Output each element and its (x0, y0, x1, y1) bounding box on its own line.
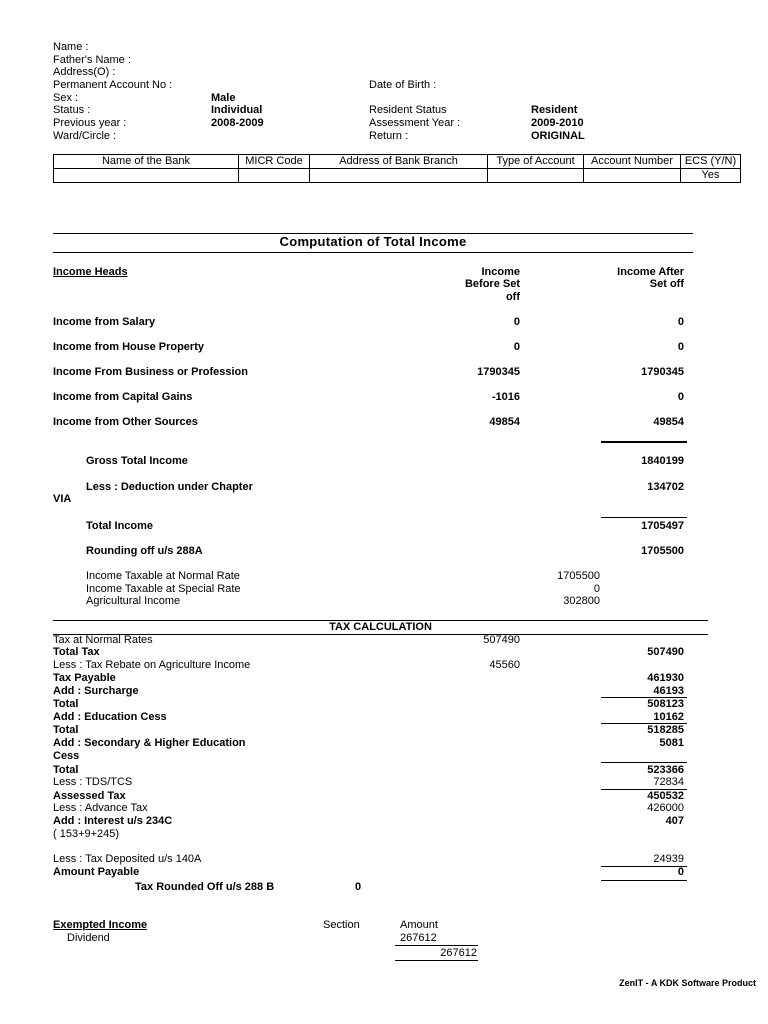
return-label: Return : (369, 130, 409, 142)
normal-rate-label: Income Taxable at Normal Rate (86, 570, 240, 582)
income-row-before: 49854 (489, 416, 520, 428)
previous-year-label: Previous year : (53, 117, 127, 129)
income-row-after: 49854 (653, 416, 684, 428)
bank-cell (488, 169, 584, 183)
tax-deposited-label: Less : Tax Deposited u/s 140A (53, 853, 202, 865)
total-value: 518285 (647, 724, 684, 736)
total-label: Total (53, 764, 79, 776)
amount-payable-value: 0 (677, 866, 684, 878)
bank-cell (310, 169, 488, 183)
assessment-year-value: 2009-2010 (531, 117, 584, 129)
agricultural-income-label: Agricultural Income (86, 595, 181, 607)
pan-label: Permanent Account No : (53, 79, 173, 91)
bank-header-cell: Type of Account (488, 155, 584, 169)
bank-details-table (53, 154, 741, 183)
deduction-value: 134702 (647, 481, 684, 493)
resident-status-value: Resident (531, 104, 578, 116)
sex-value: Male (211, 92, 236, 104)
advance-tax-label: Less : Advance Tax (53, 802, 148, 814)
exempted-rule (395, 945, 478, 946)
tax-normal-label: Tax at Normal Rates (53, 634, 153, 646)
income-row-label: Income from Other Sources (53, 416, 198, 428)
advance-tax-value: 426000 (647, 802, 684, 814)
rounding-value: 1705500 (641, 545, 684, 557)
surcharge-label: Add : Surcharge (53, 685, 139, 697)
total-value: 508123 (647, 698, 684, 710)
tds-value: 72834 (653, 776, 684, 788)
gross-total-value: 1840199 (641, 455, 684, 467)
tds-label: Less : TDS/TCS (53, 776, 133, 788)
bank-cell: Yes (681, 169, 741, 183)
secondary-cess-value: 5081 (659, 737, 684, 749)
tax-calculation-title: TAX CALCULATION (329, 621, 432, 633)
resident-status-label: Resident Status (369, 104, 447, 116)
rebate-label: Less : Tax Rebate on Agriculture Income (53, 659, 251, 671)
title-rule-bottom (53, 252, 693, 253)
after-setoff-header-2: Set off (649, 278, 684, 290)
income-row-after: 0 (677, 341, 684, 353)
before-setoff-header-1: Income (481, 266, 520, 278)
sum-rule (601, 866, 687, 867)
before-setoff-header-2: Before Set (464, 278, 520, 290)
normal-rate-value: 1705500 (557, 570, 600, 582)
sex-label: Sex : (53, 92, 79, 104)
income-row-label: Income from Capital Gains (53, 391, 193, 403)
address-label: Address(O) : (53, 66, 116, 78)
total-rule (601, 517, 687, 518)
tax-normal-value: 507490 (483, 634, 520, 646)
after-setoff-header-1: Income After (617, 266, 684, 278)
total-tax-label: Total Tax (53, 646, 100, 658)
secondary-cess-label: Add : Secondary & Higher Education (53, 737, 246, 749)
bank-header-cell: ECS (Y/N) (681, 155, 741, 169)
income-row-after: 1790345 (641, 366, 684, 378)
computation-title: Computation of Total Income (279, 234, 467, 249)
total-label: Total (53, 724, 79, 736)
section-header: Section (323, 919, 360, 931)
exempted-rule (395, 960, 478, 961)
bank-header-cell: Address of Bank Branch (310, 155, 488, 169)
bank-header-cell: MICR Code (239, 155, 310, 169)
agricultural-income-value: 302800 (563, 595, 600, 607)
rounding-label: Rounding off u/s 288A (86, 545, 203, 557)
surcharge-value: 46193 (653, 685, 684, 697)
bank-data-row (54, 169, 741, 183)
dividend-label: Dividend (67, 932, 110, 944)
sum-rule (601, 880, 687, 881)
previous-year-value: 2008-2009 (211, 117, 264, 129)
deduction-label: Less : Deduction under Chapter (86, 481, 253, 493)
bank-cell (584, 169, 681, 183)
status-label: Status : (53, 104, 91, 116)
secondary-cess-label-cont: Cess (53, 750, 80, 762)
income-row-after: 0 (677, 391, 684, 403)
interest-note: ( 153+9+245) (53, 828, 120, 840)
sum-rule (601, 762, 687, 763)
interest-label: Add : Interest u/s 234C (53, 815, 173, 827)
education-cess-label: Add : Education Cess (53, 711, 167, 723)
deduction-label-cont: VIA (53, 493, 72, 505)
income-row-label: Income from Salary (53, 316, 156, 328)
income-row-before: 1790345 (477, 366, 520, 378)
rounded-off-value: 0 (355, 881, 362, 893)
exempted-total-value: 267612 (440, 947, 477, 959)
before-setoff-header-3: off (505, 291, 520, 303)
father-name-label: Father's Name : (53, 54, 131, 66)
rebate-value: 45560 (489, 659, 520, 671)
amount-header: Amount (400, 919, 438, 931)
income-row-before: -1016 (491, 391, 520, 403)
bank-cell (239, 169, 310, 183)
assessment-year-label: Assessment Year : (369, 117, 461, 129)
interest-value: 407 (665, 815, 684, 827)
amount-payable-label: Amount Payable (53, 866, 140, 878)
total-tax-value: 507490 (647, 646, 684, 658)
special-rate-label: Income Taxable at Special Rate (86, 583, 241, 595)
exempted-income-title: Exempted Income (53, 919, 148, 931)
gross-total-label: Gross Total Income (86, 455, 188, 467)
income-heads-header: Income Heads (53, 266, 128, 278)
status-value: Individual (211, 104, 263, 116)
tax-payable-label: Tax Payable (53, 672, 116, 684)
bank-header-cell: Name of the Bank (54, 155, 239, 169)
assessed-tax-label: Assessed Tax (53, 790, 126, 802)
ward-label: Ward/Circle : (53, 130, 117, 142)
education-cess-value: 10162 (653, 711, 684, 723)
assessed-tax-value: 450532 (647, 790, 684, 802)
footer-text: ZenIT - A KDK Software Product (619, 978, 756, 988)
total-income-label: Total Income (86, 520, 154, 532)
total-income-value: 1705497 (641, 520, 684, 532)
tax-deposited-value: 24939 (653, 853, 684, 865)
income-row-before: 0 (513, 316, 520, 328)
bank-header-cell: Account Number (584, 155, 681, 169)
dividend-value: 267612 (400, 932, 437, 944)
name-label: Name : (53, 41, 89, 53)
special-rate-value: 0 (593, 583, 600, 595)
income-row-label: Income From Business or Profession (53, 366, 248, 378)
income-row-before: 0 (513, 341, 520, 353)
total-label: Total (53, 698, 79, 710)
tax-payable-value: 461930 (647, 672, 684, 684)
income-row-after: 0 (677, 316, 684, 328)
bank-cell (54, 169, 239, 183)
total-value: 523366 (647, 764, 684, 776)
rounded-off-label: Tax Rounded Off u/s 288 B (135, 881, 275, 893)
subtotal-rule (601, 441, 687, 443)
dob-label: Date of Birth : (369, 79, 437, 91)
income-row-label: Income from House Property (53, 341, 204, 353)
return-value: ORIGINAL (531, 130, 585, 142)
bank-header-row (54, 155, 741, 169)
